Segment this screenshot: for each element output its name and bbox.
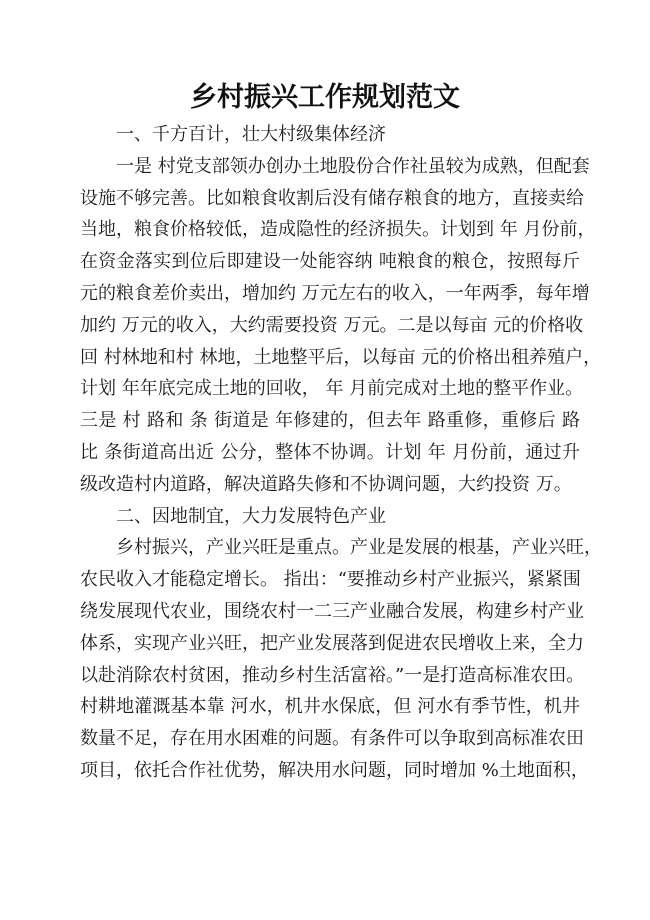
text-line: 级改造村内道路，解决道路失修和不协调问题，大约投资 万。 xyxy=(80,473,572,495)
text-line: 绕发展现代农业，围绕农村一二三产业融合发展，构建乡村产业 xyxy=(80,600,584,622)
text-line: 乡村振兴，产业兴旺是重点。产业是发展的根基，产业兴旺， xyxy=(116,537,602,559)
text-line: 计划 年年底完成土地的回收， 年 月前完成对土地的整平作业。 xyxy=(80,378,584,400)
document-body xyxy=(80,119,602,787)
text-line: 体系，实现产业兴旺，把产业发展落到促进农民增收上来，全力 xyxy=(80,632,584,654)
text-line: 一是 村党支部领办创办土地股份合作社虽较为成熟，但配套 xyxy=(116,155,590,177)
text-line: 元的粮食差价卖出，增加约 万元左右的收入，一年两季，每年增 xyxy=(80,282,590,304)
text-line: 数量不足，存在用水困难的问题。有条件可以争取到高标准农田 xyxy=(80,728,584,750)
text-line: 农民收入才能稳定增长。 指出：“要推动乡村产业振兴，紧紧围 xyxy=(80,569,581,591)
text-line: 加约 万元的收入，大约需要投资 万元。二是以每亩 元的价格收 xyxy=(80,314,584,336)
text-line: 当地，粮食价格较低，造成隐性的经济损失。计划到 年 月份前， xyxy=(80,219,596,241)
text-line: 项目，依托合作社优势，解决用水问题，同时增加 %土地面积， xyxy=(80,759,589,781)
text-line: 以赴消除农村贫困，推动乡村生活富裕。”一是打造高标准农田。 xyxy=(80,664,585,686)
paragraph-special-industry xyxy=(80,532,602,786)
text-line: 村耕地灌溉基本靠 河水，机井水保底，但 河水有季节性，机井 xyxy=(80,696,580,718)
text-line: 比 条街道高出近 公分，整体不协调。计划 年 月份前，通过升 xyxy=(80,441,580,463)
document-title: 乡村振兴工作规划范文 xyxy=(190,82,460,113)
section-heading-1: 一、千方百计，壮大村级集体经济 xyxy=(116,124,386,145)
text-line: 回 村林地和村 林地，土地整平后，以每亩 元的价格出租养殖户， xyxy=(80,346,602,368)
section-heading-2: 二、因地制宜，大力发展特色产业 xyxy=(116,505,386,527)
paragraph-collective-economy xyxy=(80,151,602,501)
text-line: 在资金落实到位后即建设一处能容纳 吨粮食的粮仓，按照每斤 xyxy=(80,251,580,273)
text-line: 设施不够完善。比如粮食收割后没有储存粮食的地方，直接卖给 xyxy=(80,187,584,209)
text-line: 三是 村 路和 条 街道是 年修建的，但去年 路重修，重修后 路 xyxy=(80,410,580,432)
